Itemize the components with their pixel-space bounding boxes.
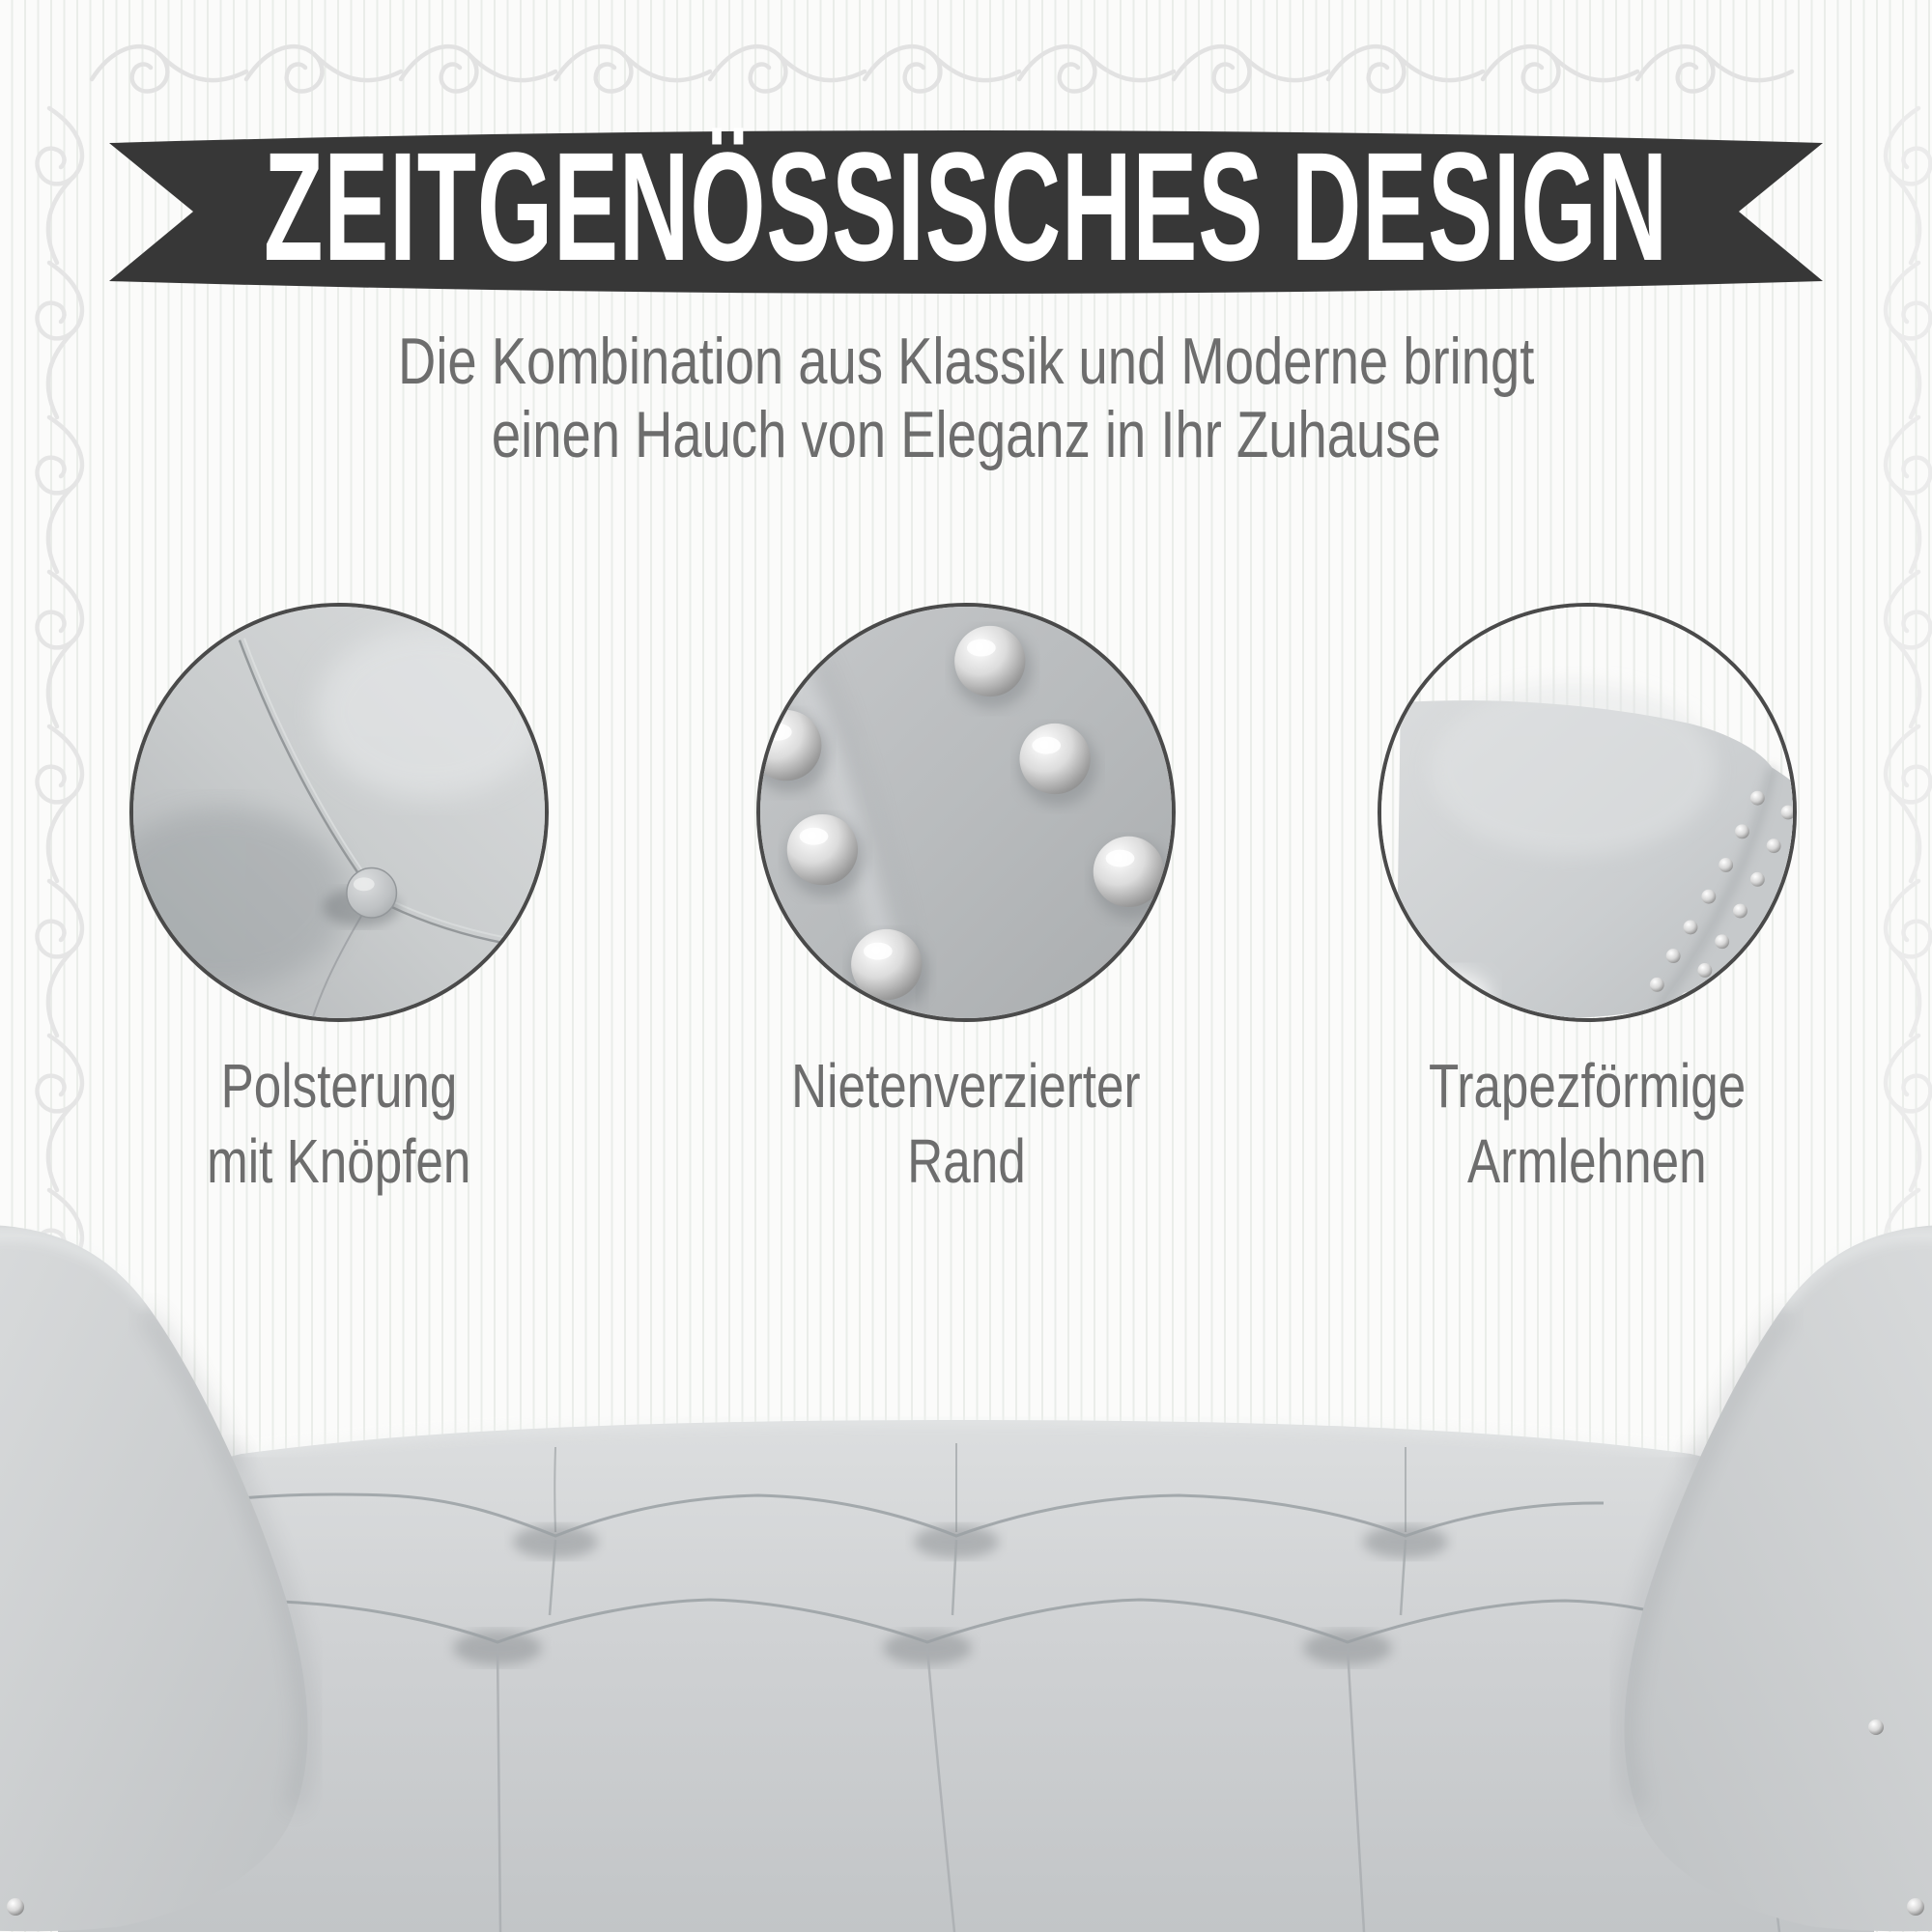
bench-armrest-left <box>0 1225 307 1931</box>
caption-3-line-2: Armlehnen <box>1467 1126 1707 1196</box>
page-title: ZEITGENÖSSISCHES DESIGN <box>264 120 1668 293</box>
caption-2-line-2: Rand <box>906 1126 1026 1196</box>
intro-text <box>0 325 1932 471</box>
caption-1-line-1: Polsterung <box>220 1051 458 1121</box>
bench-armrest-right <box>1625 1225 1932 1931</box>
bench-seat <box>58 1420 1874 1932</box>
feature-caption-nailhead <box>724 1048 1208 1199</box>
feature-image-trapezoid-armrest <box>1378 603 1797 1022</box>
caption-3-line-1: Trapezförmige <box>1428 1051 1747 1121</box>
title-banner <box>0 120 1932 293</box>
intro-line-2: einen Hauch von Eleganz in Ihr Zuhause <box>491 398 1441 471</box>
feature-caption-tufting <box>98 1048 581 1199</box>
feature-image-button-tufting <box>129 603 549 1022</box>
tufting-button <box>347 867 397 918</box>
feature-image-nailhead-trim <box>756 603 1176 1022</box>
intro-line-1: Die Kombination aus Klassik und Moderne bringt <box>397 325 1535 398</box>
feature-caption-armrest <box>1346 1048 1829 1199</box>
caption-1-line-2: mit Knöpfen <box>207 1126 471 1196</box>
caption-2-line-1: Nietenverzierter <box>791 1051 1141 1121</box>
product-photo-bench <box>0 1217 1932 1932</box>
